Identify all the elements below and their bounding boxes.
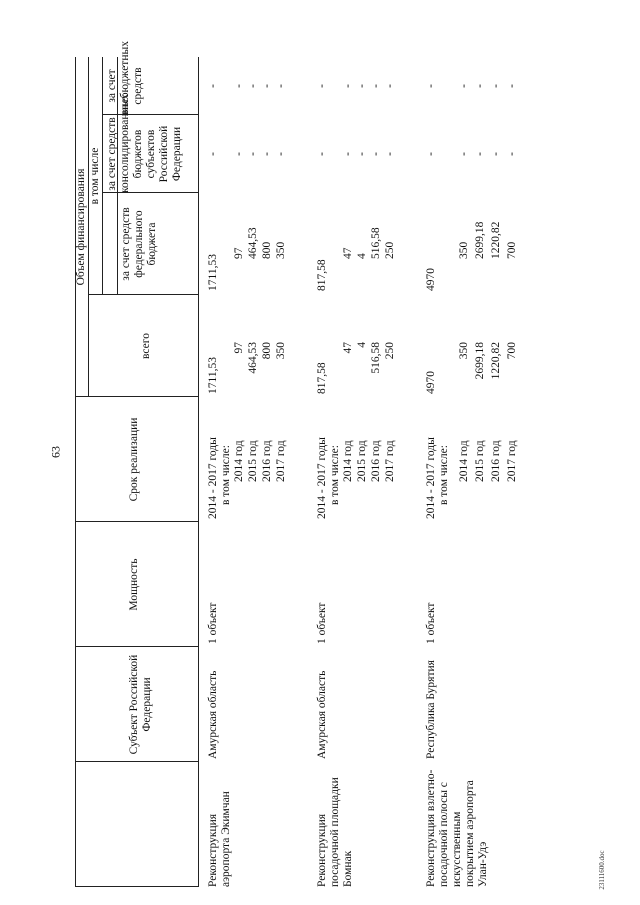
row-3-regional: - [425, 152, 437, 156]
row-2-extra: - [316, 84, 328, 88]
row-1-regional: - [207, 152, 219, 156]
footer-filename: 23111600.doc [598, 850, 606, 890]
row-1-regional-y1: - [233, 152, 245, 156]
row-2-year-1: 2014 год [342, 440, 354, 482]
row-2-total: 817,58 [316, 362, 328, 394]
row-3-extra-y2: - [474, 84, 486, 88]
row-2-capacity: 1 объект [316, 602, 328, 644]
row-3-federal: 4970 [425, 268, 437, 291]
row-1-year-1: 2014 год [233, 440, 245, 482]
row-1-federal-y2: 464,53 [247, 227, 259, 259]
row-2-period: 2014 - 2017 годы [316, 437, 328, 519]
row-2-regional-y2: - [356, 152, 368, 156]
row-1-year-2: 2015 год [247, 440, 259, 482]
row-1-regional-y2: - [247, 152, 259, 156]
row-1-extra-y2: - [247, 84, 259, 88]
row-2-extra-y4: - [384, 84, 396, 88]
header-federal: за счет средств федерального бюджета [120, 207, 158, 281]
row-3-federal-y1: 350 [458, 241, 470, 259]
row-1-period: 2014 - 2017 годы [207, 437, 219, 519]
row-3-regional-y2: - [474, 152, 486, 156]
row-2-total-y2: 4 [356, 342, 368, 348]
row-3-regional-y3: - [490, 152, 502, 156]
header-capacity: Мощность [128, 558, 140, 611]
row-2-total-y1: 47 [342, 342, 354, 354]
page-number: 63 [48, 446, 63, 458]
row-3-name: Реконструкция взлетно-посадочной полосы с искусственным покрытием аэропорта Улан-Удэ [425, 769, 489, 887]
row-3-year-3: 2016 год [490, 440, 502, 482]
row-3-extra-y3: - [490, 84, 502, 88]
row-3-total-y4: 700 [506, 342, 518, 360]
row-3-year-1: 2014 год [458, 440, 470, 482]
row-1-total-y4: 350 [275, 342, 287, 360]
row-3-total-y2: 2699,18 [474, 342, 486, 380]
row-3-year-2: 2015 год [474, 440, 486, 482]
row-2-regional-y3: - [370, 152, 382, 156]
row-1-regional-y4: - [275, 152, 287, 156]
row-1-extra-y4: - [275, 84, 287, 88]
row-3-period: 2014 - 2017 годы [425, 437, 437, 519]
header-regional: за счет средств консолидированных бюджетов субъектов Российской Федерации [106, 93, 183, 193]
row-1-total-y3: 800 [261, 342, 273, 360]
row-3-total: 4970 [425, 371, 437, 394]
row-2-federal-y3: 516,58 [370, 227, 382, 259]
row-2-extra-y2: - [356, 84, 368, 88]
row-2-regional-y4: - [384, 152, 396, 156]
row-2-federal-y2: 4 [356, 253, 368, 259]
row-1-federal-y4: 350 [275, 241, 287, 259]
row-2-extra-y3: - [370, 84, 382, 88]
row-3-regional-y1: - [458, 152, 470, 156]
rotated-table-sheet [70, 41, 570, 887]
row-3-extra-y1: - [458, 84, 470, 88]
row-2-regional: - [316, 152, 328, 156]
row-3-extra: - [425, 84, 437, 88]
row-1-in-total: в том числе: [220, 445, 232, 505]
row-1-name: Реконструкция аэропорта Экимчан [207, 791, 232, 887]
row-3-total-y3: 1220,82 [490, 342, 502, 380]
row-2-federal-y1: 47 [342, 247, 354, 259]
header-extra: за счет внебюджетных средств [106, 41, 144, 115]
row-1-extra-y3: - [261, 84, 273, 88]
row-2-federal: 817,58 [316, 259, 328, 291]
header-including: в том числе [89, 147, 101, 205]
row-1-year-3: 2016 год [261, 440, 273, 482]
row-2-in-total: в том числе: [329, 445, 341, 505]
row-1-federal: 1711,53 [207, 254, 219, 291]
row-2-total-y4: 250 [384, 342, 396, 360]
row-3-total-y1: 350 [458, 342, 470, 360]
row-3-subject: Республика Бурятия [425, 660, 437, 759]
row-1-federal-y1: 97 [233, 247, 245, 259]
row-2-year-4: 2017 год [384, 440, 396, 482]
row-3-regional-y4: - [506, 152, 518, 156]
row-1-regional-y3: - [261, 152, 273, 156]
row-1-year-4: 2017 год [275, 440, 287, 482]
row-2-extra-y1: - [342, 84, 354, 88]
row-2-subject: Амурская область [316, 670, 328, 759]
row-1-total-y2: 464,53 [247, 342, 259, 374]
row-2-federal-y4: 250 [384, 241, 396, 259]
funding-table [70, 41, 570, 887]
row-3-federal-y4: 700 [506, 241, 518, 259]
row-2-regional-y1: - [342, 152, 354, 156]
row-1-extra-y1: - [233, 84, 245, 88]
row-3-federal-y3: 1220,82 [490, 221, 502, 259]
row-1-extra: - [207, 84, 219, 88]
header-total: всего [140, 333, 152, 359]
row-3-extra-y4: - [506, 84, 518, 88]
row-2-year-2: 2015 год [356, 440, 368, 482]
row-3-capacity: 1 объект [425, 602, 437, 644]
row-2-name: Реконструкция посадочной площадки Бомнак [316, 777, 354, 887]
row-3-in-total: в том числе: [438, 445, 450, 505]
row-2-year-3: 2016 год [370, 440, 382, 482]
row-1-federal-y3: 800 [261, 241, 273, 259]
row-3-federal-y2: 2699,18 [474, 221, 486, 259]
row-1-subject: Амурская область [207, 670, 219, 759]
header-funding: Объем финансирования [75, 168, 87, 286]
row-1-total-y1: 97 [233, 342, 245, 354]
header-term: Срок реализации [128, 417, 140, 502]
row-1-capacity: 1 объект [207, 602, 219, 644]
row-3-year-4: 2017 год [506, 440, 518, 482]
row-2-total-y3: 516,58 [370, 342, 382, 374]
header-subject: Субъект Российской Федерации [128, 654, 153, 755]
row-1-total: 1711,53 [207, 357, 219, 394]
